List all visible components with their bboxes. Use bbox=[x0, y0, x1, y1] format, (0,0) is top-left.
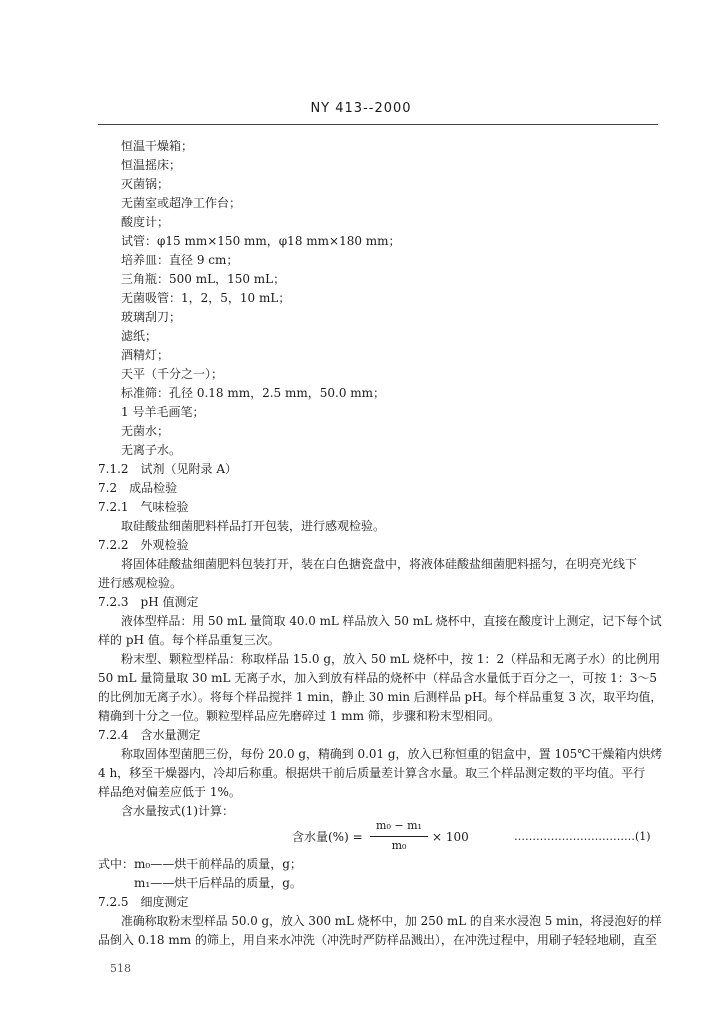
list-item: 三角瓶：500 mL，150 mL； bbox=[121, 272, 286, 286]
section-title: 成品检验 bbox=[129, 481, 178, 495]
page-number: 518 bbox=[110, 962, 131, 975]
where-line: m₁——烘干后样品的质量，g。 bbox=[134, 876, 302, 890]
formula-equation-number: ……………………………(1) bbox=[514, 830, 651, 843]
paragraph-line: 进行感观检验。 bbox=[98, 576, 183, 590]
section-title: 气味检验 bbox=[140, 500, 189, 514]
paragraph-line: 准确称取粉末型样品 50.0 g，放入 300 mL 烧杯中，加 250 mL 的自来水浸泡 5 min，将浸泡好的样 bbox=[121, 914, 662, 928]
list-item: 恒温摇床； bbox=[121, 158, 182, 172]
section-heading-7-2-1 bbox=[98, 499, 189, 515]
section-title: 试剂（见附录 A） bbox=[140, 462, 238, 476]
formula-lhs: 含水量(%) = bbox=[292, 830, 363, 844]
list-item: 无离子水。 bbox=[121, 443, 182, 457]
list-item: 无菌吸管：1，2，5，10 mL； bbox=[121, 291, 291, 305]
list-item: 试管：φ15 mm×150 mm，φ18 mm×180 mm； bbox=[121, 234, 401, 248]
paragraph-line: 取硅酸盐细菌肥料样品打开包装，进行感观检验。 bbox=[121, 519, 386, 533]
paragraph-line: 含水量按式(1)计算： bbox=[121, 804, 234, 818]
list-item: 恒温干燥箱； bbox=[121, 139, 194, 153]
list-item: 无菌水； bbox=[121, 424, 170, 438]
section-number: 7.2.1 bbox=[98, 500, 129, 514]
formula-multiplier: × 100 bbox=[432, 830, 469, 844]
section-number: 7.2.2 bbox=[98, 538, 129, 552]
list-item: 天平（千分之一）； bbox=[121, 367, 224, 381]
section-heading-7-2-5 bbox=[98, 894, 189, 910]
fraction-bar bbox=[370, 836, 428, 837]
paragraph-line: 样的 pH 值。每个样品重复三次。 bbox=[98, 633, 280, 647]
section-title: pH 值测定 bbox=[140, 595, 199, 609]
header-rule bbox=[98, 124, 658, 125]
paragraph-line: 的比例加无离子水）。将每个样品搅拌 1 min，静止 30 min 后测样品 pH。每个样品重复 3 次，取平均值， bbox=[98, 690, 663, 704]
list-item: 无菌室或超净工作台； bbox=[121, 196, 242, 210]
paragraph-line: 将固体硅酸盐细菌肥料包装打开，装在白色搪瓷盘中，将液体硅酸盐细菌肥料摇匀，在明亮光线下 bbox=[121, 557, 638, 571]
list-item: 酸度计； bbox=[121, 215, 170, 229]
paragraph-line: 50 mL 量筒量取 30 mL 无离子水，加入到放有样品的烧杯中（样品含水量低于百分之一，可按 1：3～5 bbox=[98, 671, 658, 685]
section-number: 7.2.3 bbox=[98, 595, 129, 609]
section-heading-7-2-3 bbox=[98, 594, 199, 610]
section-number: 7.2.4 bbox=[98, 728, 129, 742]
section-heading-7-1-2 bbox=[98, 461, 237, 477]
list-item: 1 号羊毛画笔； bbox=[121, 405, 205, 419]
section-number: 7.2 bbox=[98, 481, 118, 495]
paragraph-line: 称取固体型菌肥三份，每份 20.0 g，精确到 0.01 g，放入已称恒重的铝盒中，置 105℃干燥箱内烘烤 bbox=[121, 747, 663, 761]
paragraph-line: 4 h，移至干燥器内，冷却后称重。根据烘干前后质量差计算含水量。取三个样品测定数的平均值。平行 bbox=[98, 766, 646, 780]
section-heading-7-2 bbox=[98, 480, 177, 496]
where-line: 式中：m₀——烘干前样品的质量，g； bbox=[98, 857, 302, 871]
list-item: 滤纸； bbox=[121, 329, 158, 343]
formula-denominator: m₀ bbox=[391, 839, 407, 852]
paragraph-line: 液体型样品：用 50 mL 量筒取 40.0 mL 样品放入 50 mL 烧杯中，直接在酸度计上测定，记下每个试 bbox=[121, 614, 662, 628]
paragraph-line: 粉末型、颗粒型样品：称取样品 15.0 g，放入 50 mL 烧杯中，按 1：2（样品和无离子水）的比例用 bbox=[121, 652, 661, 666]
formula-numerator: m₀ − m₁ bbox=[376, 819, 422, 832]
section-title: 含水量测定 bbox=[140, 728, 201, 742]
list-item: 标准筛：孔径 0.18 mm，2.5 mm，50.0 mm； bbox=[121, 386, 386, 400]
section-heading-7-2-2 bbox=[98, 537, 189, 553]
section-number: 7.1.2 bbox=[98, 462, 129, 476]
section-title: 外观检验 bbox=[140, 538, 189, 552]
list-item: 灭菌锅； bbox=[121, 177, 170, 191]
list-item: 酒精灯； bbox=[121, 348, 170, 362]
paragraph-line: 样品绝对偏差应低于 1%。 bbox=[98, 785, 241, 799]
paragraph-line: 精确到十分之一位。颗粒型样品应先磨碎过 1 mm 筛，步骤和粉末型相同。 bbox=[98, 709, 500, 723]
section-title: 细度测定 bbox=[140, 895, 189, 909]
section-number: 7.2.5 bbox=[98, 895, 129, 909]
section-heading-7-2-4 bbox=[98, 727, 201, 743]
list-item: 玻璃刮刀； bbox=[121, 310, 182, 324]
paragraph-line: 品倒入 0.18 mm 的筛上，用自来水冲洗（冲洗时严防样品溅出），在冲洗过程中，用刷子轻轻地刷，直至 bbox=[98, 933, 657, 947]
standard-header: NY 413--2000 bbox=[310, 101, 412, 116]
list-item: 培养皿：直径 9 cm； bbox=[121, 253, 239, 267]
